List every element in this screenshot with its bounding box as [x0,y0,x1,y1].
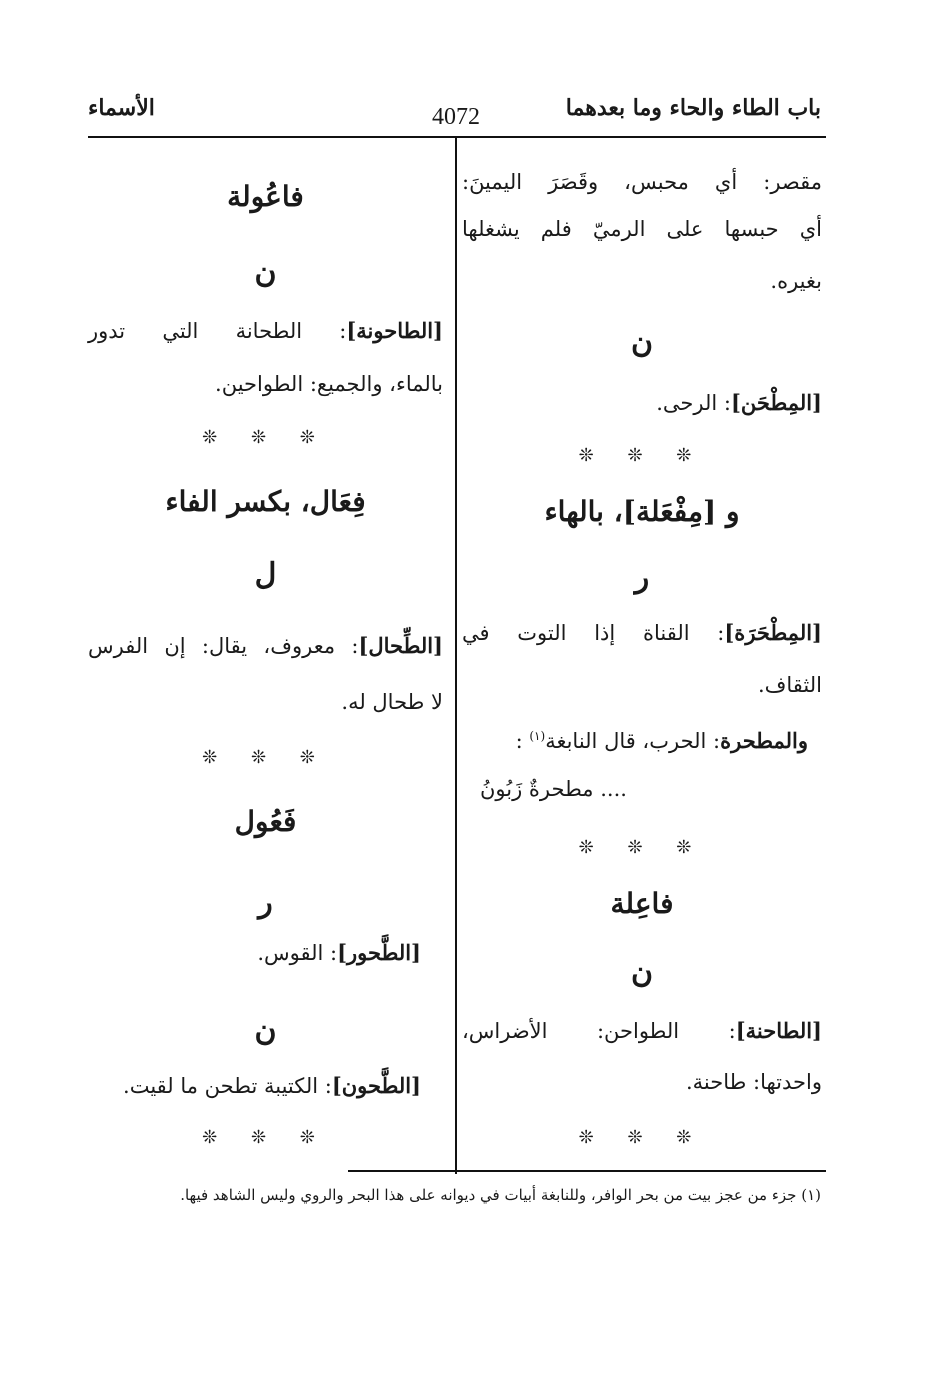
entry [462,620,822,645]
intro-line: بغيره. [770,269,822,293]
entry-headword: [الطِّحال] [358,633,443,658]
entry-headword: [المِطْحَن] [730,390,822,415]
entry-definition: : الرحى. [656,391,731,415]
entry-definition: : معروف، يقال: إن الفرس [88,634,359,658]
entry [516,728,808,753]
section-separator: ❊ ❊ ❊ [202,1127,329,1148]
section-title: الأسماء [88,95,155,121]
entry-definition: : الكتيبة تطحن ما لقيت. [123,1074,332,1098]
pattern-heading: فاعِلة [610,887,674,920]
entry [257,940,421,965]
entry-continuation: لا طحال له. [341,690,443,714]
entry-headword: [الطَّحون] [331,1073,421,1098]
section-separator: ❊ ❊ ❊ [578,445,706,466]
entry-definition: : الطحانة التي تدور [88,319,347,343]
root-letter: ن [254,1013,277,1048]
colon: : [515,729,523,753]
intro-line: مقصر: أي محبس، وقَصَرَ اليمينَ: [462,170,822,194]
footnote: (١) جزء من عجز بيت من بحر الوافر، وللنابغة أبيات في ديوانه على هذا البحر والروي وليس الشاهد فيها. [180,1186,821,1204]
root-letter: ل [254,557,277,592]
root-letter: ر [634,560,650,595]
entry [462,1018,822,1043]
entry [123,1073,421,1098]
entry [88,318,443,343]
entry [88,633,443,658]
footnote-rule [348,1170,826,1172]
section-separator: ❊ ❊ ❊ [578,837,706,858]
pattern-heading: فَعُول [234,805,297,838]
poetry-verse: .... مطحرةٌ زَبُونُ [480,777,627,801]
entry-continuation: واحدتها: طاحنة. [685,1070,822,1094]
root-letter: ر [258,885,273,920]
root-letter: ن [630,955,654,990]
intro-line: أي حبسها على الرميّ فلم يشغلها [462,217,822,241]
footnote-reference: (١) [529,729,546,743]
entry-definition: : الحرب، قال النابغة [545,729,721,753]
section-separator: ❊ ❊ ❊ [578,1127,706,1148]
pattern-heading: و [مِفْعَلة]، بالهاء [544,495,740,528]
entry-continuation: الثقاف. [757,673,822,697]
entry-definition: : الطواحن: الأضراس، [462,1019,736,1043]
root-letter: ن [254,255,277,290]
entry-definition: : القناة إذا التوت في [462,621,725,645]
entry [462,390,822,415]
root-letter: ن [630,325,654,360]
entry-definition: : القوس. [257,941,338,965]
entry-headword: [الطاحنة] [735,1018,822,1043]
entry-continuation: بالماء، والجميع: الطواحين. [215,372,443,396]
entry-headword: والمطحرة [720,728,808,753]
column-divider [455,138,457,1174]
page-number: 4072 [432,104,480,130]
entry-headword: [المِطْحَرَة] [724,620,822,645]
entry-headword: [الطَّحور] [337,940,421,965]
pattern-heading: فِعَال، بكسر الفاء [165,485,366,518]
header-rule [88,136,826,138]
pattern-heading: فاعُولة [227,180,304,213]
section-separator: ❊ ❊ ❊ [202,427,329,448]
entry-headword: [الطاحونة] [346,318,443,343]
chapter-title: باب الطاء والحاء وما بعدهما [565,95,821,121]
section-separator: ❊ ❊ ❊ [202,747,329,768]
